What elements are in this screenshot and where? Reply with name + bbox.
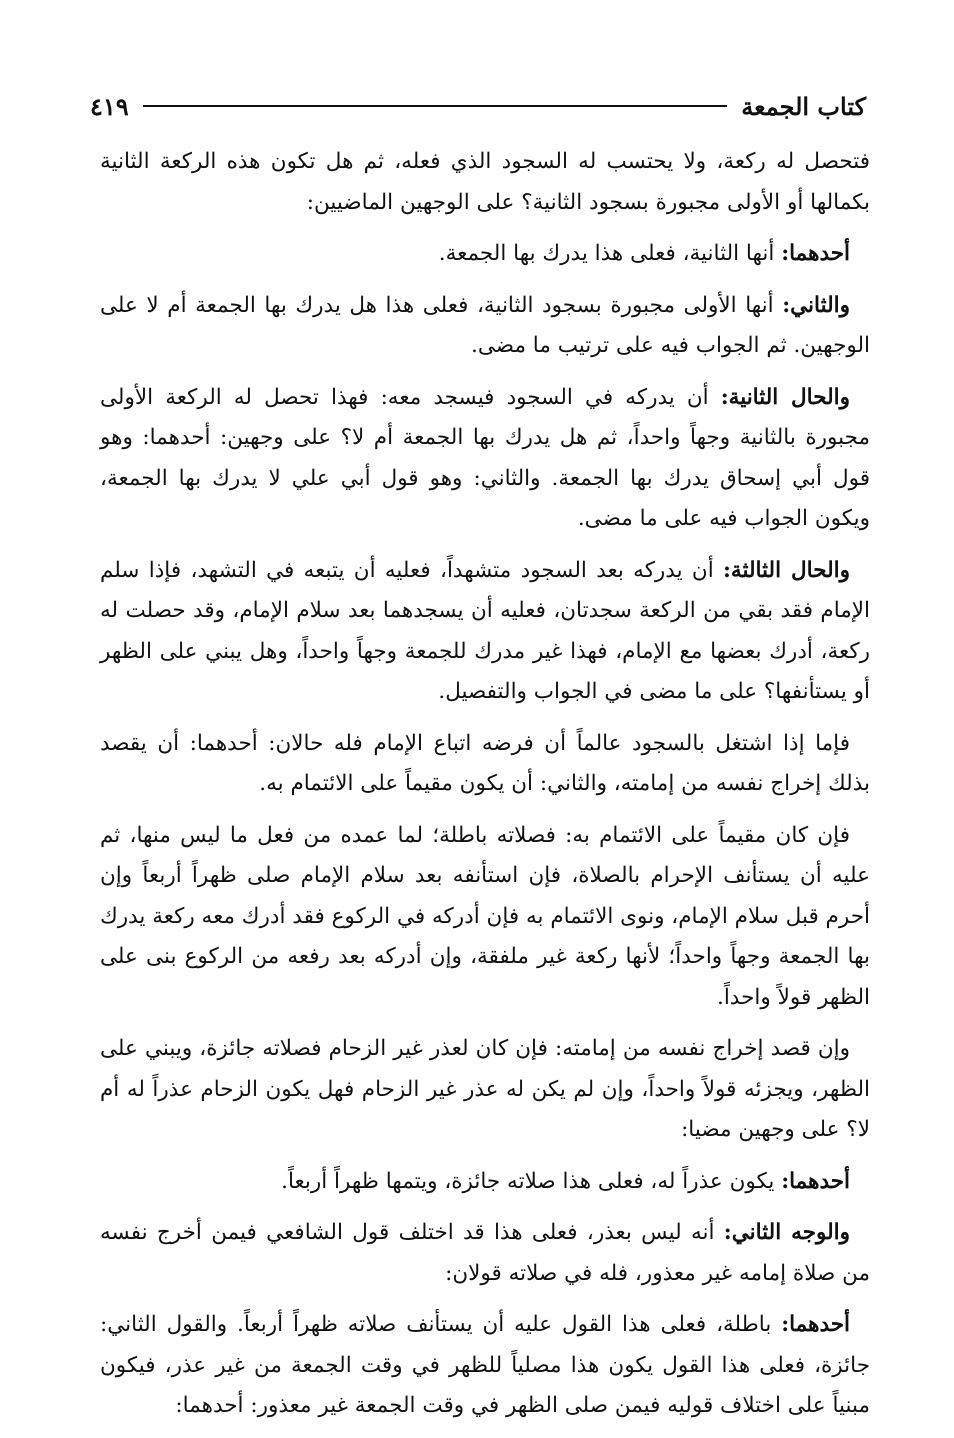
paragraph-text: فتحصل له ركعة، ولا يحتسب له السجود الذي فعله، ثم هل تكون هذه الركعة الثانية بكمالها أو الأولى مجبورة بسجود الثانية؟ على الوجهين الماضيين:: [100, 149, 870, 215]
paragraph-text: يكون عذراً له، فعلى هذا صلاته جائزة، ويتمها ظهراً أربعاً.: [281, 1168, 782, 1194]
paragraph-lead: والثاني:: [782, 292, 850, 318]
paragraph-text: أنه ليس بعذر، فعلى هذا قد اختلف قول الشافعي فيمن أخرج نفسه من صلاة إمامه غير معذور، فله في صلاته قولان:: [100, 1220, 870, 1286]
paragraph-4: [100, 378, 870, 540]
paragraph-lead: والوجه الثاني:: [723, 1220, 850, 1245]
paragraph-11: [100, 1305, 870, 1427]
paragraph-text: أنها الثانية، فعلى هذا يدرك بها الجمعة.: [438, 241, 782, 266]
paragraph-text: أنها الأولى مجبورة بسجود الثانية، فعلى هذا هل يدرك بها الجمعة أم لا على الوجهين. ثم الجواب فيه على ترتيب ما مضى.: [100, 292, 870, 358]
header-rule: [143, 105, 728, 107]
paragraph-lead: أحدهما:: [781, 1168, 850, 1194]
paragraph-9: [100, 1162, 870, 1203]
paragraph-text: فإن كان مقيماً على الائتمام به: فصلاته باطلة؛ لما عمده من فعل ما ليس منها، ثم عليه أن يستأنف الإحرام بالصلاة، فإن استأنفه بعد سلام الإمام صلى ظهراً أربعاً وإن أحرم قبل سلام الإمام، ونوى الائتمام به فإن أدركه في الركوع فقد أدرك معه ركعة يدرك بها الجمعة وجهاً واحداً؛ لأنها ركعة غير ملفقة، وإن أدركه بعد رفعه من الركوع بنى على الظهر قولاً واحداً.: [100, 822, 870, 1010]
paragraph-text: فإما إذا اشتغل بالسجود عالماً أن فرضه اتباع الإمام فله حالان: أحدهما: أن يقصد بذلك إخراج نفسه من إمامته، والثاني: أن يكون مقيماً على الائتمام به.: [100, 730, 870, 796]
page-header: [90, 88, 866, 124]
paragraph-lead: والحال الثانية:: [720, 384, 850, 410]
paragraph-10: [100, 1213, 870, 1294]
paragraph-1: [100, 142, 870, 223]
paragraph-3: [100, 286, 870, 367]
page-body: [100, 142, 870, 1438]
paragraph-lead: أحدهما:: [781, 241, 850, 266]
paragraph-8: [100, 1029, 870, 1151]
paragraph-2: [100, 234, 870, 275]
paragraph-text: أن يدركه في السجود فيسجد معه: فهذا تحصل له الركعة الأولى مجبورة بالثانية وجهاً واحداً، ثم هل يدرك بها الجمعة أم لا؟ على وجهين: أحدهما: وهو قول أبي إسحاق يدرك بها الجمعة. والثاني: وهو قول أبي علي لا يدرك بها الجمعة، ويكون الجواب فيه على ما مضى.: [100, 384, 870, 531]
paragraph-5: [100, 551, 870, 713]
running-title: كتاب الجمعة: [741, 91, 866, 121]
paragraph-7: [100, 816, 870, 1019]
page-number: ٤١٩: [90, 91, 129, 121]
paragraph-text: وإن قصد إخراج نفسه من إمامته: فإن كان لعذر غير الزحام فصلاته جائزة، ويبني على الظهر، ويجزئه قولاً واحداً، وإن لم يكن له عذر غير الزحام فهل يكون الزحام عذراً له أم لا؟ على وجهين مضيا:: [100, 1036, 870, 1142]
paragraph-lead: أحدهما:: [781, 1312, 850, 1337]
paragraph-lead: والحال الثالثة:: [723, 557, 850, 583]
paragraph-text: أن يدركه بعد السجود متشهداً، فعليه أن يتبعه في التشهد، فإذا سلم الإمام فقد بقي من الركعة سجدتان، فعليه أن يسجدهما بعد سلام الإمام، وقد حصلت له ركعة، أدرك بعضها مع الإمام، فهذا غير مدرك للجمعة وجهاً واحداً، وهل يبني على الظهر أو يستأنفها؟ على ما مضى في الجواب والتفصيل.: [100, 557, 870, 704]
paragraph-text: باطلة، فعلى هذا القول عليه أن يستأنف صلاته ظهراً أربعاً. والقول الثاني: جائزة، فعلى هذا القول يكون هذا مصلياً للظهر في وقت الجمعة من غير عذر، فيكون مبنياً على اختلاف قوليه فيمن صلى الظهر في وقت الجمعة غير معذور: أحدهما:: [100, 1312, 870, 1418]
paragraph-6: [100, 724, 870, 805]
